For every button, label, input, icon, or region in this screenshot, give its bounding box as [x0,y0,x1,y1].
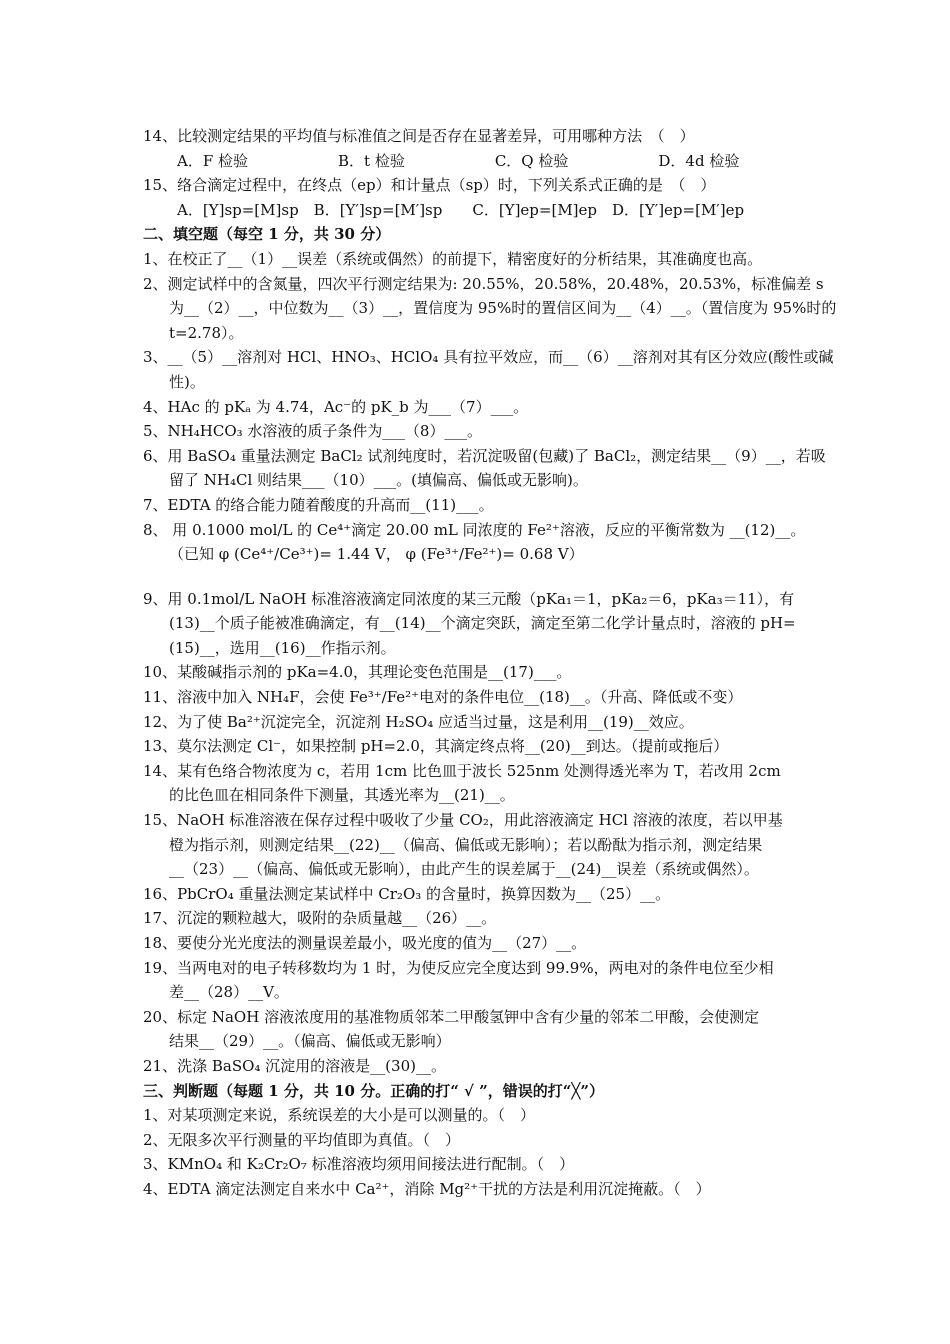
text-line: 15、NaOH 标准溶液在保存过程中吸收了少量 CO₂，用此溶液滴定 HCl 溶液的浓度，若以甲基 [143,811,783,830]
text-line: 12、为了使 Ba²⁺沉淀完全，沉淀剂 H₂SO₄ 应适当过量，这是利用__(19)__效应。 [143,712,694,731]
text-line: 20、标定 NaOH 溶液浓度用的基准物质邻苯二甲酸氢钾中含有少量的邻苯二甲酸，会使测定 [143,1007,760,1026]
text-line: 13、莫尔法测定 Cl⁻，如果控制 pH=2.0，其滴定终点将__(20)__到达。（提前或拖后） [143,737,729,756]
text-line: 18、要使分光光度法的测量误差最小，吸光度的值为__（27）__。 [143,934,587,952]
text-line: 9、用 0.1mol/L NaOH 标准溶液滴定同浓度的某三元酸（pKa₁＝1，pKa₂＝6，pKa₃＝11），有 [143,589,795,608]
text-line: 为__（2）__，中位数为__（3）__，置信度为 95%时的置信区间为__（4）__。（置信度为 95%时的 [169,299,837,318]
text-line: __（23）__（偏高、偏低或无影响），由此产生的误差属于__(24)__误差（系统或偶然）。 [169,860,759,879]
text-line: （已知 φ (Ce⁴⁺/Ce³⁺)= 1.44 V， φ (Fe³⁺/Fe²⁺)= 0.68 V） [169,545,584,564]
text-line: 17、沉淀的颗粒越大，吸附的杂质量越__（26）__。 [143,909,497,928]
text-line: 21、洗涤 BaSO₄ 沉淀用的溶液是__(30)__。 [143,1056,446,1075]
text-line: 橙为指示剂，则测定结果__(22)__（偏高、偏低或无影响）；若以酚酞为指示剂，测定结果 [169,835,763,854]
text-line: 3、__（5）__溶剂对 HCl、HNO₃、HClO₄ 具有拉平效应，而__（6）__溶剂对其有区分效应(酸性或碱 [143,348,834,367]
text-line: 15、络合滴定过程中，在终点（ep）和计量点（sp）时，下列关系式正确的是 （ ） [143,176,716,195]
text-line: 19、当两电对的电子转移数均为 1 时，为使反应完全度达到 99.9%，两电对的条件电位至少相 [143,958,774,977]
text-line: 4、HAc 的 pKₐ 为 4.74，Ac⁻的 pK_b 为___（7）___。 [143,397,529,416]
text-line: 14、比较测定结果的平均值与标准值之间是否存在显著差异，可用哪种方法 （ ） [143,127,695,145]
blank-line [143,567,808,587]
text-line: 8、 用 0.1000 mol/L 的 Ce⁴⁺滴定 20.00 mL 同浓度的 Fe²⁺溶液，反应的平衡常数为 __(12)__。 [143,520,806,539]
text-line: 5、NH₄HCO₃ 水溶液的质子条件为___（8）___。 [143,422,482,441]
text-line: 1、在校正了__（1）__误差（系统或偶然）的前提下，精密度好的分析结果，其准确度也高。 [143,249,763,268]
text-line: 结果__（29）__。（偏高、偏低或无影响） [169,1032,451,1051]
text-line: 10、某酸碱指示剂的 pKa=4.0，其理论变色范围是__(17)___。 [143,663,572,682]
text-line: 4、EDTA 滴定法测定自来水中 Ca²⁺，消除 Mg²⁺干扰的方法是利用沉淀掩蔽。（ ） [143,1179,711,1198]
text-line: A．F 检验 B．t 检验 C．Q 检验 D．4d 检验 [177,151,740,170]
text-line: 14、某有色络合物浓度为 c，若用 1cm 比色皿于波长 525nm 处测得透光率为 T，若改用 2cm [143,761,781,780]
text-line: 1、对某项测定来说，系统误差的大小是可以测量的。（ ） [143,1106,536,1125]
text-line: A．[Y]sp=[M]sp B．[Y′]sp=[M′]sp C．[Y]ep=[M]ep D．[Y′]ep=[M′]ep [177,200,745,219]
text-line: 的比色皿在相同条件下测量，其透光率为__(21)__。 [169,786,515,805]
text-line: 3、KMnO₄ 和 K₂Cr₂O₇ 标准溶液均须用间接法进行配制。（ ） [143,1155,575,1174]
text-line: 2、测定试样中的含氮量，四次平行测定结果为: 20.55%，20.58%，20.48%，20.53%，标准偏差 s [143,274,824,293]
text-line: (13)__个质子能被准确滴定，有__(14)__个滴定突跃，滴定至第二化学计量点时，溶液的 pH= [169,614,796,633]
text-line: 性)。 [169,372,205,391]
text-line: 留了 NH₄Cl 则结果___（10）___。(填偏高、偏低或无影响)。 [169,471,588,490]
text-line: 差__（28）__V。 [169,983,289,1002]
text-line: 6、用 BaSO₄ 重量法测定 BaCl₂ 试剂纯度时，若沉淀吸留(包藏)了 BaCl₂，测定结果__（9）__，若吸 [143,446,826,465]
section-heading: 二、填空题（每空 1 分，共 30 分） [143,225,391,244]
text-line: 16、PbCrO₄ 重量法测定某试样中 Cr₂O₃ 的含量时，换算因数为__（25）__。 [143,884,671,903]
text-line: 2、无限多次平行测量的平均值即为真值。（ ） [143,1130,461,1149]
text-line: t=2.78）。 [169,323,244,342]
text-line: 11、溶液中加入 NH₄F，会使 Fe³⁺/Fe²⁺电对的条件电位__(18)__。（升高、降低或不变） [143,688,743,707]
text-line: (15)__，选用__(16)__作指示剂。 [169,638,396,657]
text-line: 7、EDTA 的络合能力随着酸度的升高而__(11)___。 [143,495,494,514]
section-heading: 三、判断题（每题 1 分，共 10 分。正确的打“ √ ”，错误的打“╳”） [143,1081,605,1100]
